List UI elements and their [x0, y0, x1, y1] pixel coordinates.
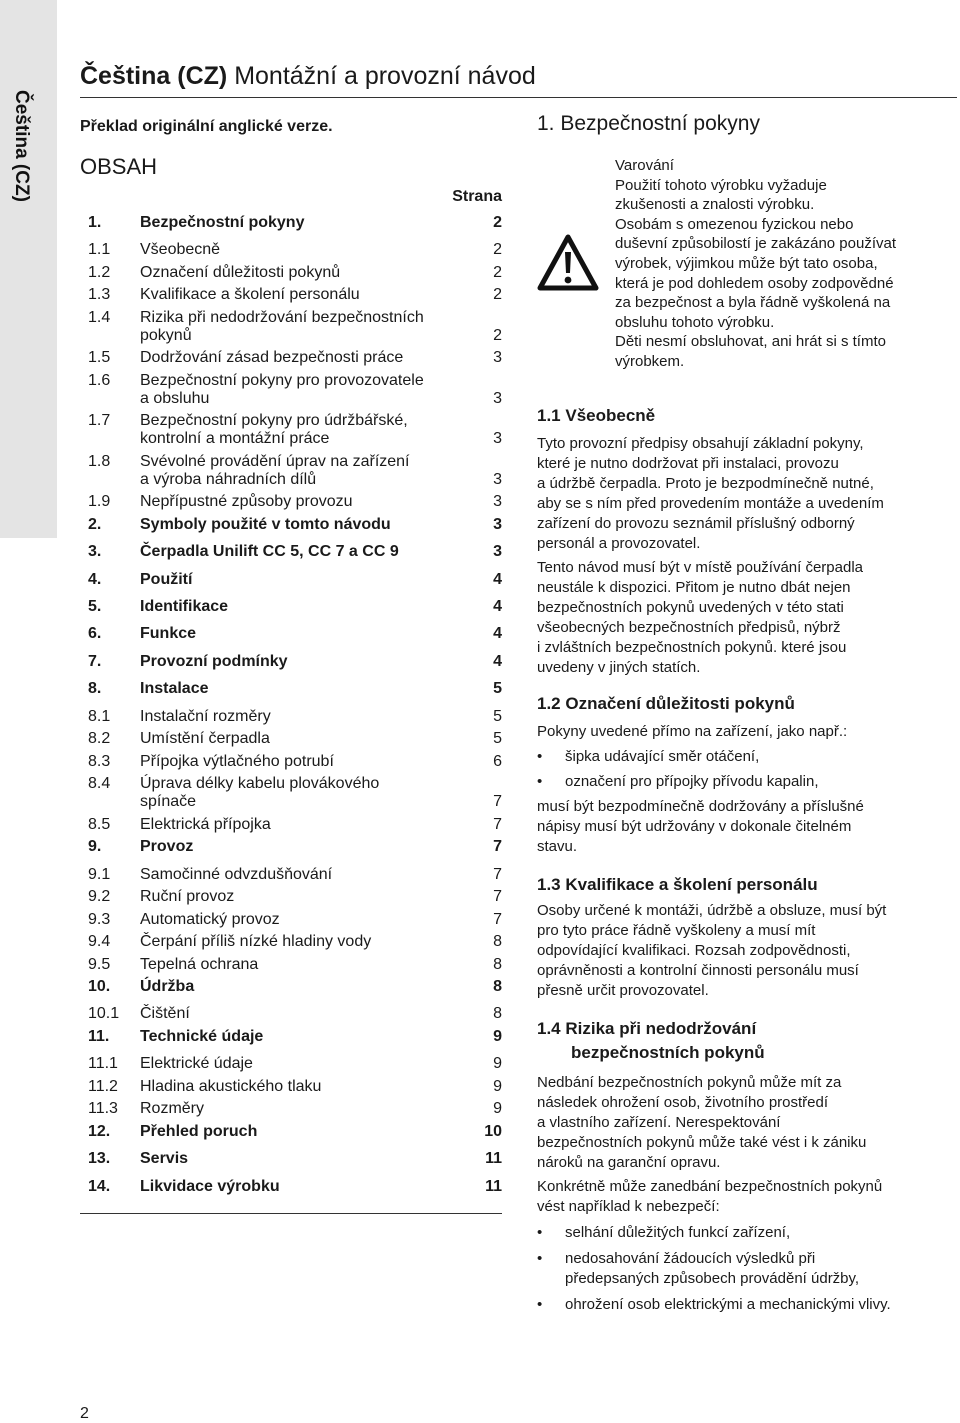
- toc-entry-page: 7: [493, 865, 502, 883]
- toc-entry-number: 2.: [88, 515, 102, 533]
- list-item-text: [565, 1295, 891, 1315]
- toc-entry-title: [140, 286, 472, 304]
- text-line: ohrožení osob elektrickými a mechanickými vlivy.: [565, 1296, 891, 1313]
- text-line: pro tyto práce řádně vyškoleny a musí mít: [537, 922, 816, 939]
- toc-entry: [88, 516, 502, 534]
- text-line: a vlastního zařízení. Nerespektování: [537, 1114, 781, 1131]
- text-line: zařízení do provozu seznámil příslušný odborný: [537, 515, 855, 532]
- list-item-text: [565, 1249, 859, 1289]
- text-line: Tyto provozní předpisy obsahují základní pokyny,: [537, 435, 864, 452]
- toc-entry-title-line: a výroba náhradních dílů: [140, 470, 317, 488]
- toc-entry-page: 9: [493, 1077, 502, 1095]
- toc-entry-title-line: Rizika při nedodržování bezpečnostních: [140, 308, 424, 326]
- toc-entry-title: [140, 241, 472, 259]
- toc-entry-number: 1.2: [88, 263, 111, 281]
- toc-entry-number: 9.2: [88, 888, 111, 906]
- text-line: zkušenosti a znalosti výrobku.: [615, 196, 815, 214]
- toc-entry-title: [140, 598, 472, 616]
- toc-entry-number: 6.: [88, 625, 102, 643]
- list-item-text: [565, 1223, 790, 1243]
- section-1-4-body: [537, 1073, 957, 1217]
- text-line: které je nutno dodržovat při instalaci, provozu: [537, 455, 839, 472]
- text-line: stavu.: [537, 838, 578, 855]
- toc-entry-title: [140, 1005, 472, 1023]
- toc-entry-title-line: a obsluhu: [140, 389, 210, 407]
- toc-entry-page: 4: [493, 652, 502, 670]
- toc-entry-page: 3: [493, 515, 502, 533]
- toc-entry-page: 3: [493, 543, 502, 561]
- text-line: Nedbání bezpečnostních pokynů může mít za: [537, 1074, 842, 1091]
- list-item-text: označení pro přípojky přívodu kapalin,: [565, 773, 819, 790]
- toc-entry-page: 4: [493, 625, 502, 643]
- text-line: předepsaných způsobech provádění údržby,: [565, 1270, 860, 1287]
- toc-entry-title: [140, 1055, 472, 1073]
- toc-entry-title-line: Přehled poruch: [140, 1122, 258, 1140]
- toc-entry-number: 1.3: [88, 286, 111, 304]
- toc-entry: [88, 309, 502, 345]
- list-item: [537, 747, 957, 767]
- toc-entry-number: 1.8: [88, 452, 111, 470]
- toc-entry-title-line: Samočinné odvzdušňování: [140, 865, 333, 883]
- page-title: [80, 62, 536, 91]
- toc-entry-page: 8: [493, 955, 502, 973]
- translation-note: Překlad originální anglické verze.: [80, 118, 333, 135]
- toc-entry-page: 7: [493, 815, 502, 833]
- text-line: Osobám s omezenou fyzickou nebo: [615, 215, 854, 233]
- toc-entry-title-line: Čištění: [140, 1005, 190, 1023]
- toc-entry-title-line: Dodržování zásad bezpečnosti práce: [140, 349, 404, 367]
- warning-paragraph: [615, 332, 957, 371]
- toc-entry-title-line: Přípojka výtlačného potrubí: [140, 752, 334, 770]
- toc-entry-number: 9.5: [88, 955, 111, 973]
- toc-entry-title-line: Nepřípustné způsoby provozu: [140, 493, 353, 511]
- text-line: následek ohrožení osob, životního prostředí: [537, 1094, 829, 1111]
- toc-entry-title-line: Označení důležitosti pokynů: [140, 263, 341, 281]
- toc-entry: [88, 264, 502, 282]
- toc-entry-number: 11.2: [88, 1077, 118, 1095]
- toc-entry-title-line: Identifikace: [140, 598, 229, 616]
- toc-entry: [88, 753, 502, 771]
- toc-entry-number: 12.: [88, 1122, 111, 1140]
- toc-entry: [88, 543, 502, 561]
- section-1-3-heading: 1.3 Kvalifikace a školení personálu: [537, 875, 818, 894]
- toc-entry-title-line: Úprava délky kabelu plovákového: [140, 775, 380, 793]
- toc-entry-page: 7: [493, 888, 502, 906]
- header-divider: [80, 97, 957, 98]
- text-line: aby se s ním před provedením montáže a uvedením: [537, 495, 884, 512]
- warning-text: [615, 156, 957, 372]
- toc-entry-title: [140, 516, 472, 534]
- section-1-4-list: [537, 1223, 957, 1315]
- toc-entry-number: 13.: [88, 1150, 111, 1168]
- text-line: všeobecných bezpečnostních předpisů, nýbrž: [537, 619, 841, 636]
- toc-entry-page: 9: [493, 1100, 502, 1118]
- toc-entry-page: 11: [485, 1150, 502, 1168]
- toc-entry-number: 14.: [88, 1177, 111, 1195]
- text-line: a údržbě čerpadla. Proto je bezpodmínečně nutné,: [537, 475, 874, 492]
- toc-entry: [88, 1150, 502, 1168]
- toc-entry-number: 1.5: [88, 349, 111, 367]
- toc-entry-title-line: Provozní podmínky: [140, 652, 288, 670]
- toc-entry: [88, 978, 502, 996]
- toc-entry-title: [140, 838, 472, 856]
- toc-entry-title-line: Provoz: [140, 838, 194, 856]
- toc-entry: [88, 1028, 502, 1046]
- text-line: neustále k dispozici. Přitom je nutno dbát nejen: [537, 579, 851, 596]
- text-line: Osoby určené k montáži, údržbě a obsluze, musí být: [537, 902, 887, 919]
- toc-entry: [88, 241, 502, 259]
- toc-entry-title-line: Instalace: [140, 680, 209, 698]
- list-item: [537, 1249, 957, 1289]
- toc-entry-number: 1.4: [88, 308, 111, 326]
- text-line: výrobek, výjimkou může být tato osoba,: [615, 254, 878, 272]
- toc-entry-title: [140, 680, 472, 698]
- toc-entry: [88, 1078, 502, 1096]
- toc-entry-title: [140, 571, 472, 589]
- toc-entry-title-line: Bezpečnostní pokyny: [140, 214, 305, 231]
- toc-entry-page: 11: [485, 1177, 502, 1195]
- toc-entry-number: 1.9: [88, 493, 111, 511]
- toc-entry-page: 8: [493, 933, 502, 951]
- toc-entry-title: [140, 412, 472, 448]
- section-1-3-body: [537, 901, 957, 1001]
- page-number: 2: [80, 1405, 89, 1422]
- toc-entry-title: [140, 453, 472, 489]
- bullet-icon: •: [537, 748, 543, 765]
- toc-entry-title: [140, 349, 472, 367]
- toc-entry-page: 3: [493, 493, 502, 511]
- toc-entry: [88, 888, 502, 906]
- toc-entry-page: 10: [484, 1122, 502, 1140]
- text-line: která je pod dohledem osoby zodpovědné: [615, 274, 894, 292]
- toc-entry-title-line: Tepelná ochrana: [140, 955, 259, 973]
- toc-entry-number: 7.: [88, 652, 102, 670]
- toc-entry: [88, 653, 502, 671]
- toc-entry: [88, 372, 502, 408]
- text-line: nedosahování žádoucích výsledků při: [565, 1250, 816, 1267]
- toc-entry: [88, 1100, 502, 1118]
- toc-entry-title: [140, 372, 472, 408]
- toc-entry-page: 7: [493, 910, 502, 928]
- toc-entry-title: [140, 866, 472, 884]
- toc-entry-number: 1.1: [88, 241, 111, 259]
- toc-entry-page: 9: [493, 1055, 502, 1073]
- list-item-text: šipka udávající směr otáčení,: [565, 748, 760, 765]
- table-of-contents: [88, 214, 502, 1205]
- text-line: uvedeny v jiných statích.: [537, 659, 701, 676]
- section-1-4-paragraph: [537, 1073, 957, 1173]
- toc-entry-title-line: Svévolné provádění úprav na zařízení: [140, 452, 410, 470]
- toc-entry-title: [140, 1078, 472, 1096]
- toc-entry-title-line: Likvidace výrobku: [140, 1177, 280, 1195]
- text-line: bezpečnostních pokynů uvedených v této stati: [537, 599, 844, 616]
- toc-entry-title-line: Automatický provoz: [140, 910, 280, 928]
- toc-page-header: Strana: [452, 188, 502, 205]
- text-line: personál a provozovatel.: [537, 535, 701, 552]
- toc-entry-number: 8.4: [88, 775, 111, 793]
- toc-entry: [88, 1055, 502, 1073]
- toc-entry-page: 2: [493, 241, 502, 259]
- toc-entry: [88, 911, 502, 929]
- toc-entry-title: [140, 264, 472, 282]
- toc-entry-page: 8: [493, 978, 502, 996]
- toc-entry-number: 8.5: [88, 815, 111, 833]
- section-1-2-outro: [537, 797, 957, 857]
- toc-entry-title-line: Údržba: [140, 978, 195, 996]
- toc-entry-title: [140, 1123, 472, 1141]
- toc-entry-title-line: Symboly použité v tomto návodu: [140, 515, 391, 533]
- toc-entry: [88, 349, 502, 367]
- toc-entry-number: 9.4: [88, 933, 111, 951]
- text-line: i zvláštních bezpečnostních pokynů. které jsou: [537, 639, 847, 656]
- toc-entry-title-line: Funkce: [140, 625, 197, 643]
- toc-entry: [88, 286, 502, 304]
- text-line: musí být bezpodmínečně dodržovány a příslušné: [537, 798, 864, 815]
- toc-entry: [88, 708, 502, 726]
- toc-entry: [88, 838, 502, 856]
- text-line: za bezpečnost a byla řádně vyškolená na: [615, 294, 891, 312]
- toc-entry-number: 8.: [88, 680, 102, 698]
- toc-entry-page: 4: [493, 598, 502, 616]
- toc-entry-title: [140, 775, 472, 811]
- toc-entry-title: [140, 888, 472, 906]
- list-item: [537, 1295, 957, 1315]
- section-1-1-paragraph: [537, 558, 957, 678]
- toc-entry-title-line: pokynů: [140, 326, 192, 344]
- text-line: vést například k nebezpečí:: [537, 1198, 720, 1215]
- toc-divider: [80, 1213, 502, 1214]
- toc-entry-title: [140, 933, 472, 951]
- toc-entry-title-line: Všeobecně: [140, 241, 221, 259]
- toc-entry-page: 3: [493, 470, 502, 488]
- toc-entry-page: 9: [493, 1027, 502, 1045]
- section-1-2-list: [537, 747, 957, 792]
- toc-entry-page: 3: [493, 430, 502, 448]
- toc-entry-title: [140, 1028, 472, 1046]
- toc-entry-page: 5: [493, 707, 502, 725]
- toc-entry-title-line: Rozměry: [140, 1100, 205, 1118]
- section-1-heading: 1. Bezpečnostní pokyny: [537, 112, 760, 135]
- toc-entry: [88, 453, 502, 489]
- toc-entry-number: 11.: [88, 1027, 110, 1045]
- toc-entry: [88, 816, 502, 834]
- text-line: duševní způsobilostí je zakázáno používat: [615, 235, 897, 253]
- toc-entry-title: [140, 309, 472, 345]
- toc-entry-title: [140, 911, 472, 929]
- section-1-1-body: [537, 434, 957, 678]
- toc-entry-number: 8.1: [88, 707, 111, 725]
- toc-entry-number: 3.: [88, 543, 102, 561]
- warning-label: Varování: [615, 157, 674, 174]
- toc-entry-page: 2: [493, 263, 502, 281]
- toc-entry-page: 5: [493, 730, 502, 748]
- bullet-icon: •: [537, 773, 543, 790]
- text-line: Konkrétně může zanedbání bezpečnostních pokynů: [537, 1178, 883, 1195]
- text-line: Použití tohoto výrobku vyžaduje: [615, 176, 827, 194]
- toc-entry: [88, 956, 502, 974]
- toc-entry: [88, 571, 502, 589]
- bullet-icon: •: [537, 1250, 543, 1267]
- toc-entry-number: 9.1: [88, 865, 111, 883]
- toc-entry: [88, 412, 502, 448]
- warning-triangle-icon: [537, 234, 599, 292]
- section-1-1-paragraph: [537, 434, 957, 554]
- toc-entry-title: [140, 753, 472, 771]
- toc-entry: [88, 1178, 502, 1196]
- toc-entry-title-line: Použití: [140, 570, 193, 588]
- toc-entry-title-line: Hladina akustického tlaku: [140, 1077, 322, 1095]
- toc-entry: [88, 214, 502, 232]
- toc-entry-number: 1.7: [88, 412, 111, 430]
- section-1-4-heading-line2: bezpečnostních pokynů: [571, 1043, 765, 1062]
- toc-entry-number: 8.3: [88, 752, 111, 770]
- toc-entry-title-line: Technické údaje: [140, 1027, 264, 1045]
- toc-entry: [88, 680, 502, 698]
- toc-entry-page: 6: [493, 752, 502, 770]
- toc-entry-title: [140, 214, 472, 232]
- toc-entry-page: 5: [493, 680, 502, 698]
- bullet-icon: •: [537, 1296, 543, 1313]
- toc-entry-number: 11.1: [88, 1055, 118, 1073]
- toc-entry-title: [140, 1150, 472, 1168]
- toc-entry-title: [140, 956, 472, 974]
- toc-entry-number: 5.: [88, 598, 102, 616]
- toc-entry: [88, 730, 502, 748]
- toc-entry-page: 3: [493, 389, 502, 407]
- section-1-1-heading: 1.1 Všeobecně: [537, 406, 656, 425]
- toc-entry-page: 2: [493, 326, 502, 344]
- toc-entry-page: 7: [493, 838, 502, 856]
- toc-entry-title: [140, 493, 472, 511]
- toc-entry-title: [140, 1100, 472, 1118]
- toc-entry-title-line: Servis: [140, 1150, 189, 1168]
- text-line: Tento návod musí být v místě používání čerpadla: [537, 559, 864, 576]
- toc-entry-title: [140, 816, 472, 834]
- text-line: bezpečnostních pokynů může také vést i k zániku: [537, 1134, 867, 1151]
- section-1-4-paragraph: [537, 1177, 957, 1217]
- toc-entry-title-line: Umístění čerpadla: [140, 730, 270, 748]
- toc-entry-title-line: Čerpání příliš nízké hladiny vody: [140, 933, 372, 951]
- toc-entry: [88, 598, 502, 616]
- toc-entry-title-line: Kvalifikace a školení personálu: [140, 286, 360, 304]
- text-line: oprávněnosti a kontrolní činnosti personálu musí: [537, 962, 859, 979]
- toc-entry-title-line: Elektrická přípojka: [140, 815, 271, 833]
- page-title-text: Montážní a provozní návod: [234, 62, 536, 90]
- toc-entry-title-line: Bezpečnostní pokyny pro údržbářské,: [140, 412, 408, 430]
- toc-entry-title-line: spínače: [140, 793, 197, 811]
- toc-entry-title: [140, 708, 472, 726]
- section-1-4-heading: [537, 1017, 957, 1065]
- toc-entry-page: 8: [493, 1005, 502, 1023]
- warning-paragraph: [615, 215, 957, 333]
- page-title-language: Čeština (CZ): [80, 62, 228, 90]
- text-line: odpovídající kvalifikaci. Rozsah zodpovědnosti,: [537, 942, 851, 959]
- toc-entry: [88, 933, 502, 951]
- toc-entry-title-line: Instalační rozměry: [140, 707, 271, 725]
- side-tab-label: Čeština (CZ): [11, 90, 32, 202]
- toc-entry-title-line: kontrolní a montážní práce: [140, 430, 330, 448]
- toc-entry-title: [140, 653, 472, 671]
- toc-entry: [88, 866, 502, 884]
- toc-entry-title-line: Ruční provoz: [140, 888, 235, 906]
- warning-box: [537, 156, 957, 404]
- section-1-2-intro: Pokyny uvedené přímo na zařízení, jako např.:: [537, 723, 848, 740]
- toc-entry-title-line: Bezpečnostní pokyny pro provozovatele: [140, 371, 424, 389]
- toc-entry: [88, 1005, 502, 1023]
- toc-entry: [88, 625, 502, 643]
- side-tab: [0, 0, 57, 538]
- toc-entry-title: [140, 625, 472, 643]
- toc-entry-title: [140, 1178, 472, 1196]
- list-item: [537, 772, 957, 792]
- text-line: nápisy musí být udržovány v dokonale čitelném: [537, 818, 852, 835]
- section-safety: [537, 112, 957, 1315]
- text-line: obsluhu tohoto výrobku.: [615, 313, 775, 331]
- toc-entry-title-line: Čerpadla Unilift CC 5, CC 7 a CC 9: [140, 543, 399, 561]
- toc-entry-page: 4: [493, 570, 502, 588]
- section-1-4-heading-line1: 1.4 Rizika při nedodržování: [537, 1019, 757, 1038]
- toc-entry-number: 9.: [88, 838, 102, 856]
- toc-entry-number: 8.2: [88, 730, 111, 748]
- section-1-2-heading: 1.2 Označení důležitosti pokynů: [537, 694, 795, 713]
- toc-entry-title: [140, 978, 472, 996]
- toc-entry-number: 11.3: [88, 1100, 118, 1118]
- toc-entry-title: [140, 543, 472, 561]
- toc-entry-number: 10.1: [88, 1005, 120, 1023]
- text-line: výrobkem.: [615, 352, 685, 370]
- toc-entry-page: 2: [493, 286, 502, 304]
- bullet-icon: •: [537, 1224, 543, 1241]
- toc-entry: [88, 1123, 502, 1141]
- list-item: [537, 1223, 957, 1243]
- warning-paragraph: [615, 176, 957, 215]
- toc-entry-title: [140, 730, 472, 748]
- toc-entry-number: 4.: [88, 570, 102, 588]
- text-line: přesně určit provozovatel.: [537, 982, 709, 999]
- text-line: selhání důležitých funkcí zařízení,: [565, 1224, 791, 1241]
- toc-entry-number: 1.6: [88, 371, 111, 389]
- toc-entry: [88, 775, 502, 811]
- toc-entry-number: 1.: [88, 214, 102, 231]
- toc-entry-title-line: Elektrické údaje: [140, 1055, 253, 1073]
- toc-entry-number: 9.3: [88, 910, 111, 928]
- text-line: Děti nesmí obsluhovat, ani hrát si s tímto: [615, 333, 886, 351]
- toc-title: OBSAH: [80, 154, 158, 179]
- toc-entry-number: 10.: [88, 978, 111, 996]
- toc-entry-page: 7: [493, 793, 502, 811]
- toc-entry-page: 3: [493, 349, 502, 367]
- toc-entry: [88, 493, 502, 511]
- text-line: nároků na garanční opravu.: [537, 1154, 721, 1171]
- toc-entry-page: 2: [493, 214, 502, 231]
